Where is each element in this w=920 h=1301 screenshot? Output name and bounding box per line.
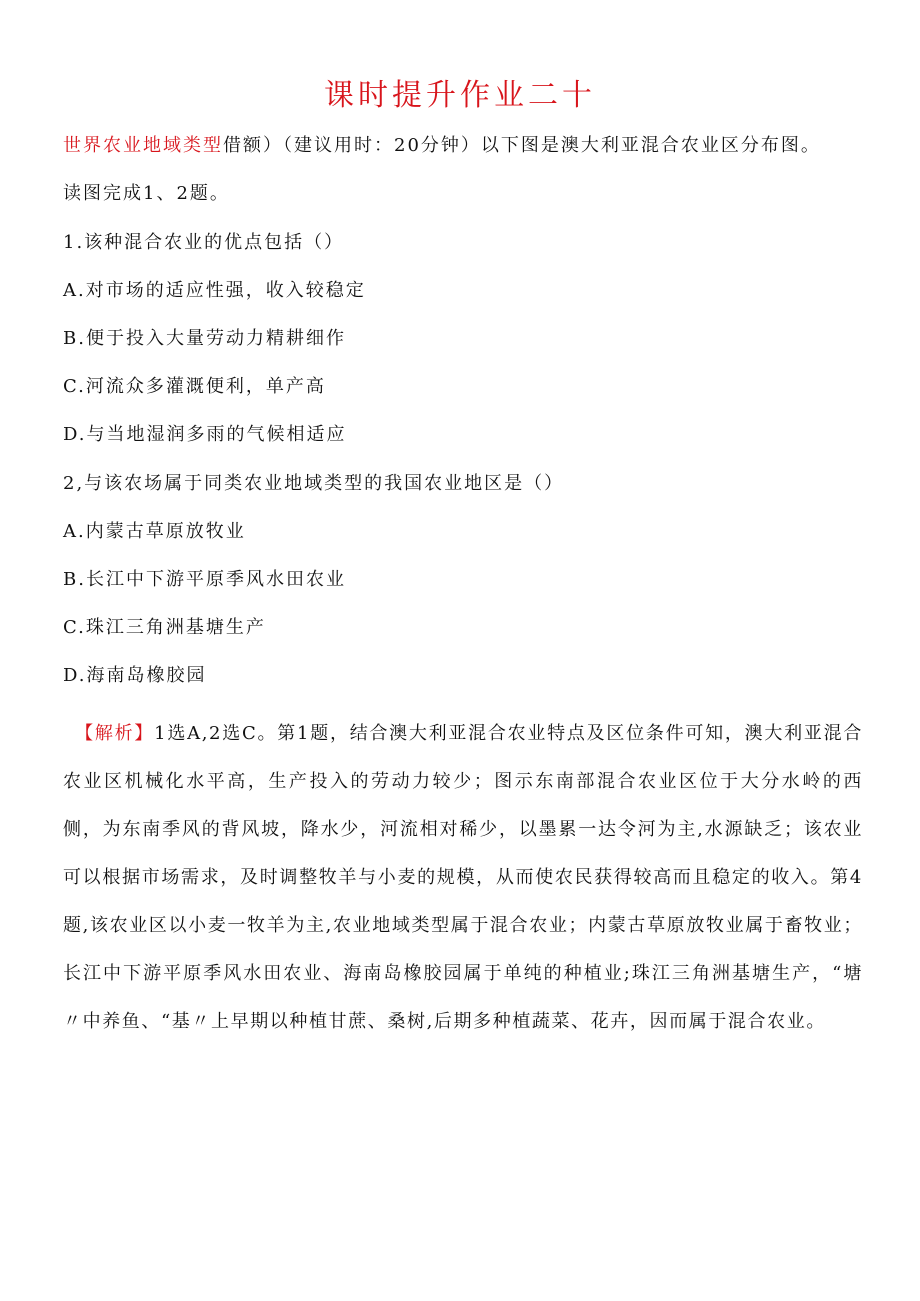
page-title: 课时提升作业二十 <box>324 78 596 113</box>
analysis-text: 1选A,2选C。第1题，结合澳大利亚混合农业特点及区位条件可知，澳大利亚混合农业区机械化水平高，生产投入的劳动力较少；图示东南部混合农业区位于大分水岭的西侧，为东南季风的背风坡，降水少，河流相对稀少，以墨累一达令河为主,水源缺乏；该农业可以根据市场需求，及时调整牧羊与小麦的规模，从而使农民获得较高而且稳定的收入。第4题,该农业区以小麦一牧羊为主,农业地域类型属于混合农业；内蒙古草原放牧业属于畜牧业；长江中下游平原季风水田农业、海南岛橡胶园属于单纯的种植业;珠江三角洲基塘生产，“塘〃中养鱼、“基〃上早期以种植甘蔗、桑树,后期多种植蔬菜、花卉，因而属于混合农业。 <box>63 723 863 1032</box>
topic-label: 世界农业地域类型 <box>63 135 223 156</box>
question-2-option-d: D.海南岛橡胶园 <box>63 665 207 686</box>
analysis-block <box>63 710 863 1046</box>
question-2-option-b: B.长江中下游平原季风水田农业 <box>63 569 346 590</box>
instruction-text: 读图完成1、2题。 <box>63 183 230 204</box>
question-2-option-a: A.内蒙古草原放牧业 <box>63 521 246 542</box>
question-1-option-b: B.便于投入大量劳动力精耕细作 <box>63 328 346 349</box>
question-1-option-a: A.对市场的适应性强，收入较稳定 <box>63 280 366 301</box>
question-2-option-c: C.珠江三角洲基塘生产 <box>63 617 266 638</box>
intro-text: 借额）（建议用时：20分钟）以下图是澳大利亚混合农业区分布图。 <box>223 135 821 156</box>
question-1-option-c: C.河流众多灌溉便利，单产高 <box>63 376 326 397</box>
question-1-option-d: D.与当地湿润多雨的气候相适应 <box>63 424 347 445</box>
question-1-stem: 1.该种混合农业的优点包括（） <box>63 232 345 253</box>
question-2-stem: 2,与该农场属于同类农业地域类型的我国农业地区是（） <box>63 473 565 494</box>
intro-line <box>63 132 821 160</box>
analysis-label: 【解析】 <box>75 723 155 744</box>
